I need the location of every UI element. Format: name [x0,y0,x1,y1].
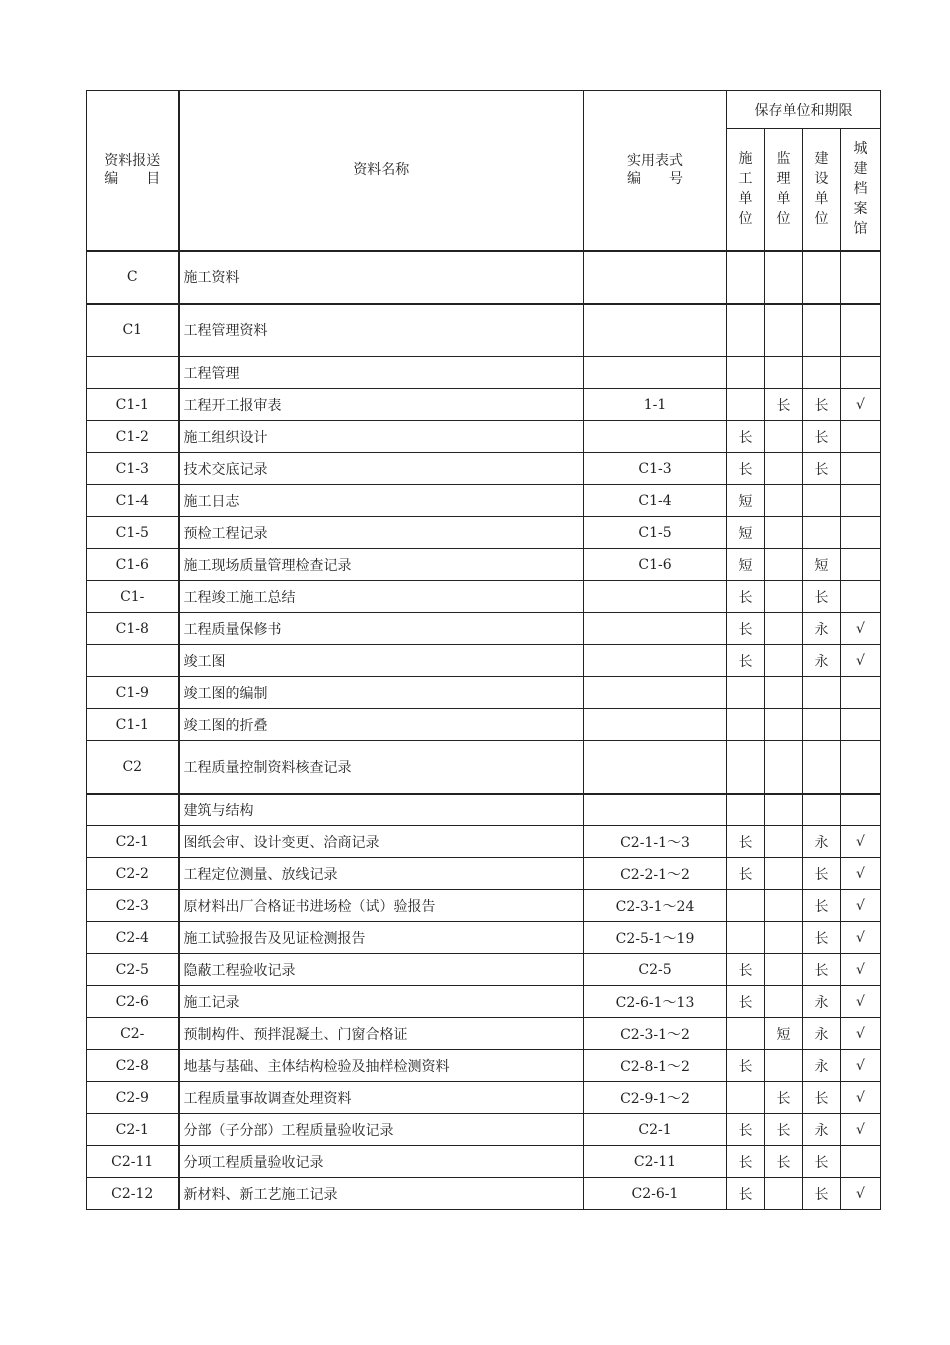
table-row [87,1146,881,1178]
row-name: 隐蔽工程验收记录 [179,954,584,986]
row-form-number: 1-1 [584,389,727,421]
row-mark-supervision [765,549,803,581]
row-mark-archive [841,304,881,357]
row-code: C2- [87,1018,179,1050]
row-mark-supervision [765,453,803,485]
row-mark-archive: √ [841,890,881,922]
row-mark-construction [727,357,765,389]
header-code-label: 资料报送 编 目 [104,153,161,188]
row-name: 分项工程质量验收记录 [179,1146,584,1178]
row-mark-archive [841,581,881,613]
row-mark-supervision [765,826,803,858]
row-mark-construction [727,304,765,357]
row-code [87,357,179,389]
row-name: 施工试验报告及见证检测报告 [179,922,584,954]
row-mark-owner: 永 [803,1018,841,1050]
row-form-number [584,304,727,357]
row-code: C1 [87,304,179,357]
row-mark-archive [841,421,881,453]
row-mark-supervision [765,890,803,922]
row-name: 图纸会审、设计变更、洽商记录 [179,826,584,858]
table-row [87,922,881,954]
table-row [87,549,881,581]
row-name: 施工组织设计 [179,421,584,453]
row-form-number [584,741,727,794]
row-mark-supervision [765,1178,803,1210]
row-form-number [584,357,727,389]
row-mark-construction [727,251,765,304]
row-mark-owner: 永 [803,986,841,1018]
row-code: C2-1 [87,1114,179,1146]
row-mark-owner: 长 [803,389,841,421]
row-mark-construction: 长 [727,826,765,858]
row-code: C1-1 [87,709,179,741]
row-mark-archive: √ [841,858,881,890]
row-mark-construction: 长 [727,1114,765,1146]
row-name: 施工日志 [179,485,584,517]
table-row [87,517,881,549]
row-mark-supervision [765,741,803,794]
header-unit-construction [727,129,765,251]
row-mark-archive: √ [841,922,881,954]
row-mark-archive: √ [841,1114,881,1146]
row-code: C2-12 [87,1178,179,1210]
row-mark-owner: 长 [803,421,841,453]
row-mark-owner: 短 [803,549,841,581]
row-form-number: C2-6-1～13 [584,986,727,1018]
row-mark-supervision [765,613,803,645]
row-mark-archive: √ [841,954,881,986]
row-mark-archive [841,794,881,826]
row-form-number [584,677,727,709]
row-mark-supervision [765,954,803,986]
row-mark-construction [727,709,765,741]
row-name: 工程管理资料 [179,304,584,357]
row-name: 分部（子分部）工程质量验收记录 [179,1114,584,1146]
row-form-number: C2-11 [584,1146,727,1178]
table-row [87,1082,881,1114]
row-mark-construction [727,389,765,421]
row-mark-owner [803,304,841,357]
row-mark-owner: 永 [803,1050,841,1082]
row-mark-archive: √ [841,389,881,421]
row-form-number [584,613,727,645]
row-code: C2-8 [87,1050,179,1082]
row-mark-supervision: 长 [765,1114,803,1146]
row-mark-construction: 长 [727,1178,765,1210]
row-form-number [584,421,727,453]
row-mark-owner [803,677,841,709]
table-row [87,453,881,485]
row-mark-archive: √ [841,1082,881,1114]
table-row [87,677,881,709]
table-row [87,890,881,922]
row-mark-owner: 长 [803,922,841,954]
row-mark-archive: √ [841,826,881,858]
row-name: 原材料出厂合格证书进场检（试）验报告 [179,890,584,922]
row-mark-archive [841,453,881,485]
row-mark-owner: 长 [803,954,841,986]
row-name: 施工现场质量管理检查记录 [179,549,584,581]
header-storage-group [727,91,881,129]
table-row [87,858,881,890]
row-mark-owner: 长 [803,581,841,613]
row-mark-construction: 短 [727,517,765,549]
row-mark-owner [803,251,841,304]
header-unit-construction-label: 施工单位 [738,151,753,228]
row-mark-construction [727,1018,765,1050]
table-row [87,645,881,677]
row-mark-owner: 永 [803,613,841,645]
row-mark-supervision: 长 [765,1082,803,1114]
row-mark-owner [803,709,841,741]
row-form-number: C2-6-1 [584,1178,727,1210]
table-row [87,826,881,858]
header-unit-supervision-label: 监理单位 [776,151,791,228]
row-name: 工程竣工施工总结 [179,581,584,613]
row-form-number: C1-5 [584,517,727,549]
row-code: C2-1 [87,826,179,858]
table-row [87,741,881,794]
row-mark-supervision: 短 [765,1018,803,1050]
row-name: 新材料、新工艺施工记录 [179,1178,584,1210]
row-name: 工程质量事故调查处理资料 [179,1082,584,1114]
archive-schedule-table [86,90,881,1210]
row-mark-construction: 长 [727,645,765,677]
header-code-column [87,91,179,251]
row-mark-supervision [765,1050,803,1082]
header-form-column [584,91,727,251]
row-mark-supervision [765,421,803,453]
row-mark-archive: √ [841,986,881,1018]
header-unit-archive-label: 城建档案馆 [853,141,868,238]
row-form-number: C1-6 [584,549,727,581]
row-mark-owner: 长 [803,858,841,890]
row-mark-supervision [765,251,803,304]
row-form-number: C2-1 [584,1114,727,1146]
row-code: C2-2 [87,858,179,890]
row-mark-supervision: 长 [765,1146,803,1178]
row-form-number: C2-3-1～2 [584,1018,727,1050]
row-name: 地基与基础、主体结构检验及抽样检测资料 [179,1050,584,1082]
row-name: 竣工图 [179,645,584,677]
row-mark-archive [841,549,881,581]
table-row [87,709,881,741]
row-mark-archive [841,357,881,389]
row-mark-supervision [765,986,803,1018]
table-row [87,421,881,453]
row-mark-supervision: 长 [765,389,803,421]
row-form-number: C1-3 [584,453,727,485]
row-form-number: C2-9-1～2 [584,1082,727,1114]
row-mark-construction: 长 [727,613,765,645]
row-mark-supervision [765,709,803,741]
table-row [87,1050,881,1082]
row-code: C [87,251,179,304]
row-mark-owner: 长 [803,453,841,485]
row-mark-construction [727,1082,765,1114]
table-row [87,389,881,421]
table-row [87,485,881,517]
table-row [87,304,881,357]
row-mark-owner [803,357,841,389]
row-mark-construction: 长 [727,986,765,1018]
row-mark-owner [803,485,841,517]
row-name: 技术交底记录 [179,453,584,485]
row-mark-construction: 长 [727,858,765,890]
row-code [87,645,179,677]
row-mark-construction: 长 [727,1050,765,1082]
row-form-number [584,251,727,304]
row-mark-construction: 长 [727,581,765,613]
table-row [87,954,881,986]
header-form-label: 实用表式 编 号 [627,153,683,188]
row-code: C1-5 [87,517,179,549]
row-mark-owner: 永 [803,1114,841,1146]
row-name: 预制构件、预拌混凝土、门窗合格证 [179,1018,584,1050]
row-form-number: C2-1-1～3 [584,826,727,858]
row-mark-supervision [765,794,803,826]
row-name: 竣工图的编制 [179,677,584,709]
row-name: 预检工程记录 [179,517,584,549]
row-form-number: C1-4 [584,485,727,517]
row-code: C2-4 [87,922,179,954]
row-form-number [584,794,727,826]
row-mark-construction: 短 [727,485,765,517]
row-code: C1-1 [87,389,179,421]
table-row [87,1018,881,1050]
row-mark-owner [803,741,841,794]
row-form-number: C2-5-1～19 [584,922,727,954]
row-mark-construction [727,741,765,794]
row-name: 建筑与结构 [179,794,584,826]
row-code: C1-8 [87,613,179,645]
row-mark-archive [841,517,881,549]
row-mark-archive: √ [841,645,881,677]
row-code: C1-6 [87,549,179,581]
row-form-number: C2-2-1～2 [584,858,727,890]
row-code: C1-2 [87,421,179,453]
row-mark-owner [803,517,841,549]
row-mark-construction [727,677,765,709]
table-row [87,986,881,1018]
row-form-number [584,709,727,741]
row-name: 工程定位测量、放线记录 [179,858,584,890]
table-row [87,1114,881,1146]
header-unit-owner-label: 建设单位 [814,151,829,228]
row-name: 工程开工报审表 [179,389,584,421]
header-unit-supervision [765,129,803,251]
row-name: 工程质量保修书 [179,613,584,645]
header-name-column [179,91,584,251]
row-mark-owner: 永 [803,826,841,858]
row-name: 工程质量控制资料核查记录 [179,741,584,794]
row-name: 竣工图的折叠 [179,709,584,741]
header-unit-archive [841,129,881,251]
row-name: 施工资料 [179,251,584,304]
table-row [87,251,881,304]
row-form-number [584,581,727,613]
row-mark-supervision [765,357,803,389]
row-mark-construction [727,890,765,922]
row-mark-owner: 长 [803,1082,841,1114]
row-code: C2-6 [87,986,179,1018]
row-mark-supervision [765,645,803,677]
row-mark-supervision [765,517,803,549]
row-form-number: C2-8-1～2 [584,1050,727,1082]
row-mark-owner: 永 [803,645,841,677]
row-mark-owner: 长 [803,890,841,922]
row-code: C2-11 [87,1146,179,1178]
table-row [87,581,881,613]
row-mark-construction: 长 [727,421,765,453]
table-row [87,1178,881,1210]
row-mark-archive [841,485,881,517]
row-mark-construction [727,794,765,826]
row-form-number: C2-3-1～24 [584,890,727,922]
row-mark-construction [727,922,765,954]
row-mark-owner [803,794,841,826]
row-code: C2-3 [87,890,179,922]
row-mark-archive [841,677,881,709]
row-mark-supervision [765,581,803,613]
row-mark-owner: 长 [803,1178,841,1210]
row-mark-archive: √ [841,1050,881,1082]
row-name: 工程管理 [179,357,584,389]
row-form-number: C2-5 [584,954,727,986]
row-mark-supervision [765,485,803,517]
row-mark-archive [841,251,881,304]
row-mark-archive [841,1146,881,1178]
row-mark-archive: √ [841,1178,881,1210]
row-code: C1-9 [87,677,179,709]
row-mark-construction: 长 [727,954,765,986]
row-mark-construction: 短 [727,549,765,581]
row-mark-supervision [765,858,803,890]
row-code: C2 [87,741,179,794]
row-mark-supervision [765,922,803,954]
header-unit-owner [803,129,841,251]
header-storage-label: 保存单位和期限 [754,102,853,119]
row-mark-supervision [765,304,803,357]
row-mark-archive: √ [841,1018,881,1050]
row-mark-archive [841,709,881,741]
header-name-label: 资料名称 [353,162,410,179]
table-row [87,613,881,645]
row-code: C2-5 [87,954,179,986]
row-code: C1-3 [87,453,179,485]
row-code [87,794,179,826]
table-row [87,794,881,826]
row-code: C1-4 [87,485,179,517]
row-name: 施工记录 [179,986,584,1018]
row-code: C2-9 [87,1082,179,1114]
row-mark-archive: √ [841,613,881,645]
row-mark-archive [841,741,881,794]
row-mark-construction: 长 [727,453,765,485]
row-mark-owner: 长 [803,1146,841,1178]
table-row [87,357,881,389]
row-code: C1- [87,581,179,613]
row-mark-supervision [765,677,803,709]
row-mark-construction: 长 [727,1146,765,1178]
row-form-number [584,645,727,677]
